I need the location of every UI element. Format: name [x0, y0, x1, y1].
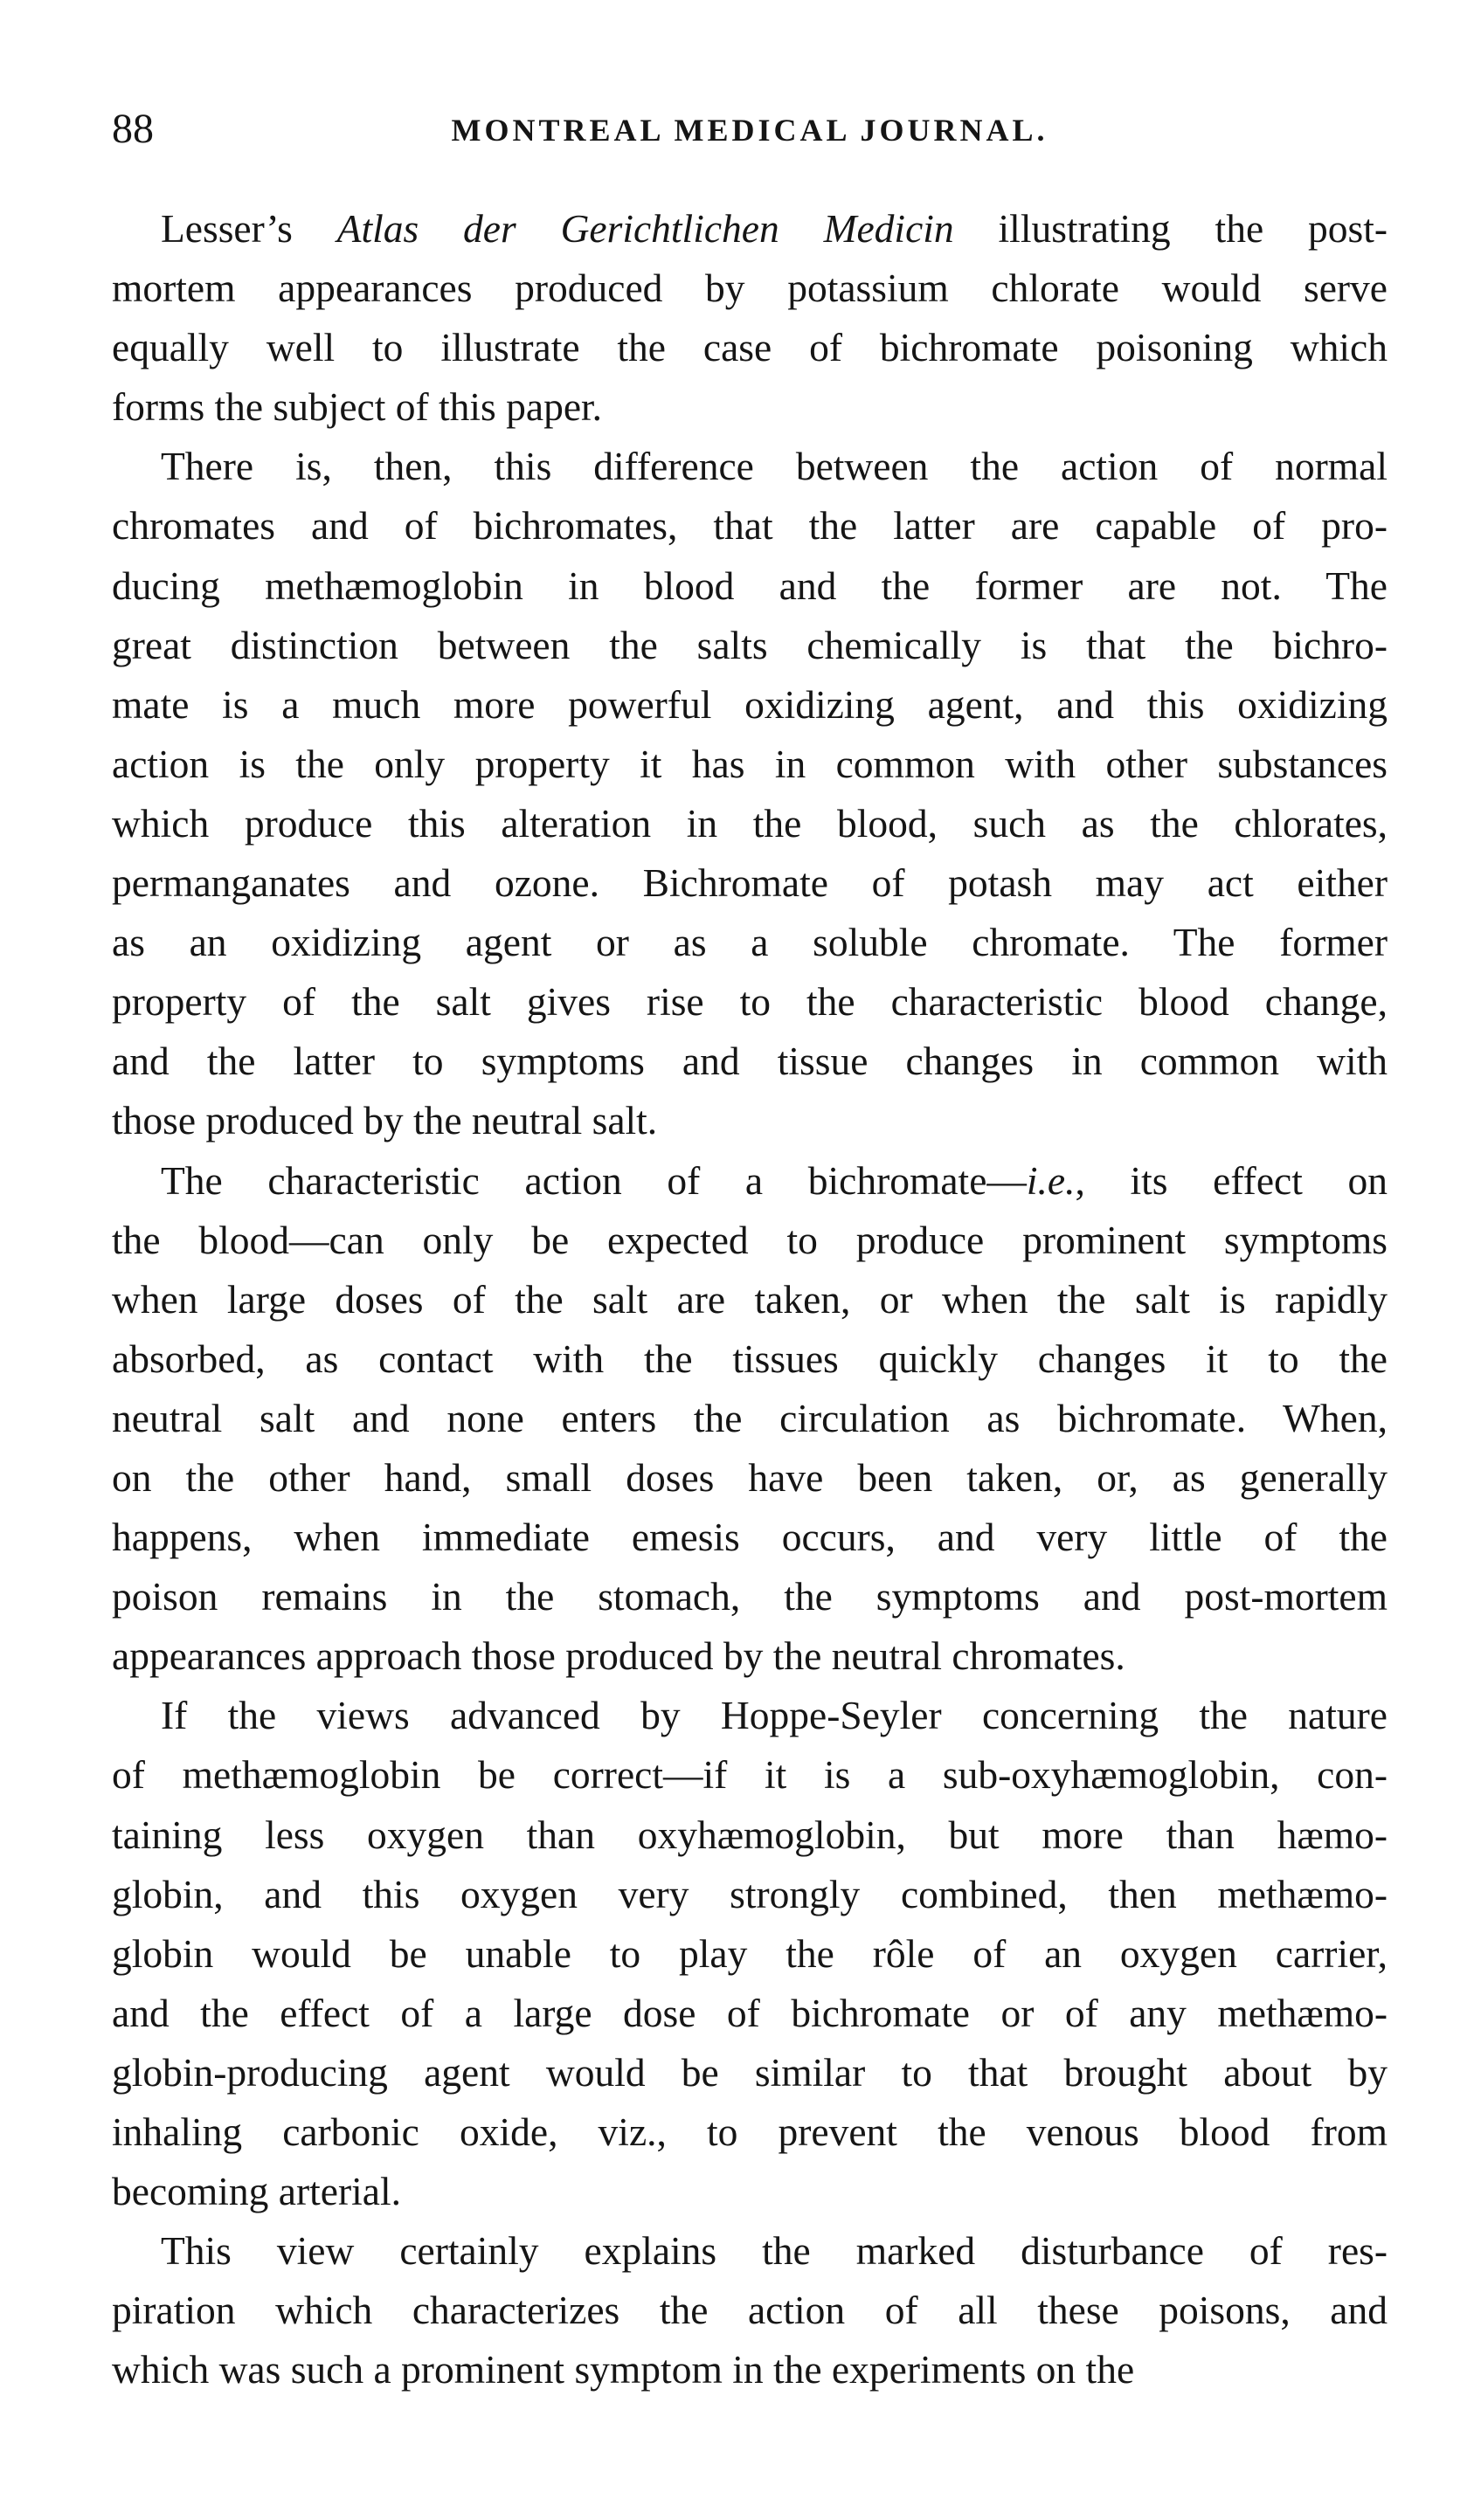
text-line: on the other hand, small doses have been taken, or, as generally [112, 1454, 1388, 1500]
text-line: globin-producing agent would be similar to that brought about by [112, 2049, 1388, 2095]
text-line: as an oxidizing agent or as a soluble chromate. The former [112, 920, 1388, 965]
text-line: globin, and this oxygen very strongly combined, then methæmo- [112, 1871, 1388, 1916]
paragraph [112, 1686, 1388, 2221]
text-line: and the latter to symptoms and tissue changes in common with [112, 1039, 1388, 1084]
text-run: Lesser’s [161, 206, 337, 251]
text-line [112, 199, 1388, 259]
text-line: permanganates and ozone. Bichromate of potash may act either [112, 860, 1388, 906]
text-line [112, 1151, 1388, 1211]
paragraph [112, 1151, 1388, 1687]
italic-text-run: i.e. [1026, 1157, 1076, 1203]
paragraph [112, 199, 1388, 437]
text-line: and the effect of a large dose of bichromate or of any methæmo- [112, 1990, 1388, 2035]
text-line: great distinction between the salts chemically is that the bichro- [112, 622, 1388, 667]
text-line: appearances approach those produced by the neutral chromates. [112, 1633, 1125, 1679]
text-line: This view certainly explains the marked disturbance of res- [161, 2228, 1388, 2274]
text-line: becoming arterial. [112, 2169, 401, 2214]
text-line: equally well to illustrate the case of bichromate poisoning which [112, 325, 1388, 370]
page-number: 88 [112, 106, 154, 152]
journal-title: MONTREAL MEDICAL JOURNAL. [451, 113, 1048, 148]
text-run: , its effect on [1075, 1157, 1388, 1203]
text-line: There is, then, this difference between the action of normal [161, 444, 1388, 489]
text-line: mate is a much more powerful oxidizing agent, and this oxidizing [112, 681, 1388, 727]
text-line: forms the subject of this paper. [112, 384, 603, 430]
text-run: The characteristic action of a bichromate— [161, 1157, 1027, 1203]
text-run: illustrating the post- [953, 206, 1388, 251]
text-line: when large doses of the salt are taken, or when the salt is rapidly [112, 1276, 1388, 1322]
italic-text-run: Atlas der Gerichtlichen Medicin [336, 206, 954, 251]
running-head [112, 103, 1388, 164]
text-line: If the views advanced by Hoppe-Seyler concerning the nature [161, 1693, 1388, 1738]
text-line: happens, when immediate emesis occurs, and very little of the [112, 1515, 1388, 1560]
paragraph [112, 437, 1388, 1150]
text-line: property of the salt gives rise to the characteristic blood change, [112, 979, 1388, 1025]
text-line: ducing methæmoglobin in blood and the former are not. The [112, 563, 1388, 608]
text-line: inhaling carbonic oxide, viz., to prevent the venous blood from [112, 2109, 1388, 2154]
text-line: action is the only property it has in common with other substances [112, 741, 1388, 786]
text-line: which was such a prominent symptom in the experiments on the [112, 2347, 1135, 2392]
text-line: poison remains in the stomach, the symptoms and post-mortem [112, 1574, 1388, 1619]
text-line: piration which characterizes the action of all these poisons, and [112, 2288, 1388, 2333]
text-line: absorbed, as contact with the tissues quickly changes it to the [112, 1336, 1388, 1381]
paragraph [112, 2221, 1388, 2399]
text-line: of methæmoglobin be correct—if it is a sub-oxyhæmoglobin, con- [112, 1752, 1388, 1798]
text-line: chromates and of bichromates, that the latter are capable of pro- [112, 503, 1388, 549]
body-text [112, 199, 1388, 2399]
text-line: those produced by the neutral salt. [112, 1098, 658, 1143]
text-line: neutral salt and none enters the circulation as bichromate. When, [112, 1395, 1388, 1440]
text-line: taining less oxygen than oxyhæmoglobin, but more than hæmo- [112, 1812, 1388, 1857]
text-line: mortem appearances produced by potassium chlorate would serve [112, 266, 1388, 311]
text-line: which produce this alteration in the blood, such as the chlorates, [112, 800, 1388, 846]
text-line: the blood—can only be expected to produce prominent symptoms [112, 1217, 1388, 1262]
text-line: globin would be unable to play the rôle of an oxygen carrier, [112, 1930, 1388, 1976]
